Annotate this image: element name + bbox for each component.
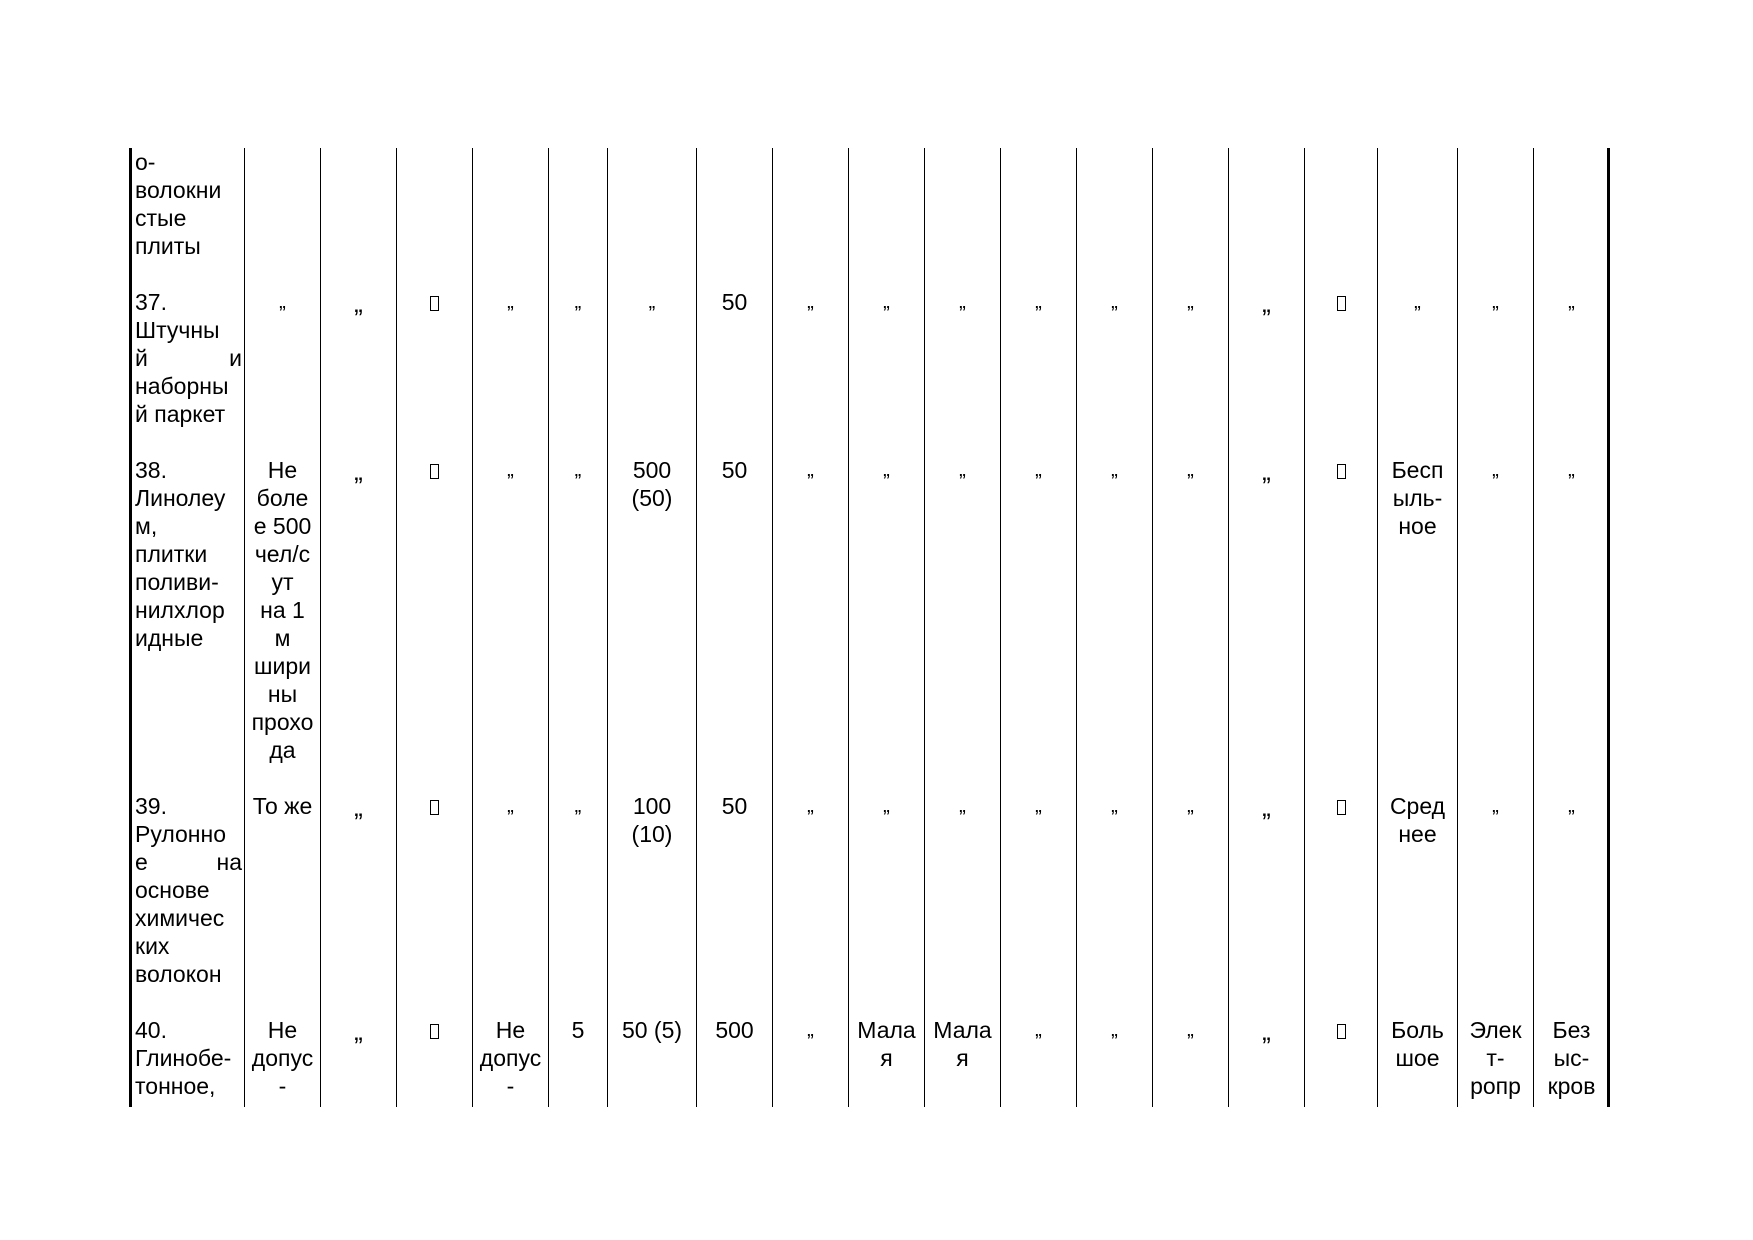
cell-line: „ [507, 795, 514, 817]
cell-line: 100 [632, 793, 672, 819]
cell-line: „ [1568, 795, 1575, 817]
cell-line: Не [267, 1017, 298, 1043]
cell-r40-c5 [475, 1016, 546, 1100]
cell-r40-c13 [1079, 1016, 1150, 1044]
cell-line: „ [1111, 1019, 1118, 1041]
cell-r40-c19 [1536, 1016, 1607, 1100]
cell-line: я [956, 1045, 969, 1071]
cell-r37-c4 [399, 288, 470, 316]
cell-r40-c11 [927, 1016, 998, 1072]
column-rule-5 [548, 148, 549, 1107]
cell-line: „ [354, 792, 363, 822]
cell-line: 500 [715, 1017, 754, 1043]
cell-r38-c3 [323, 456, 394, 486]
cell-line: „ [574, 795, 582, 817]
cell-r39-c8 [699, 792, 770, 820]
cell-r39-c3 [323, 792, 394, 822]
cell-line: Глинобе- [135, 1045, 232, 1071]
cell-r38-c14 [1155, 456, 1226, 484]
cell-line: Мала [933, 1017, 992, 1043]
cell-r38-c12 [1003, 456, 1074, 484]
cell-line: „ [279, 291, 286, 313]
cell-line: „ [507, 459, 514, 481]
cell-line: да [269, 737, 296, 763]
cell-line: „ [1262, 456, 1271, 486]
cell-line: Бесп [1391, 457, 1444, 483]
cell-line: стые [135, 205, 187, 231]
cell-line: 38. [135, 457, 167, 483]
cell-line: „ [1492, 459, 1499, 481]
column-rule-12 [1076, 148, 1077, 1107]
cell-r38-c8 [699, 456, 770, 484]
column-rule-0 [129, 148, 132, 1107]
cell-line: „ [648, 291, 656, 313]
cell-line: „ [574, 291, 582, 313]
cell-r38-c16 [1307, 456, 1375, 484]
cell-r39-c10 [851, 792, 922, 820]
cell-line: „ [1262, 792, 1271, 822]
cell-r40-c14 [1155, 1016, 1226, 1044]
cell-r38-c17 [1380, 456, 1455, 540]
cell-line: о- [135, 149, 156, 175]
cell-line: ное [1398, 513, 1437, 539]
cell-line: „ [959, 795, 966, 817]
cell-line: на 1 [260, 597, 305, 623]
cell-line: „ [959, 459, 966, 481]
cell-line: „ [807, 795, 814, 817]
missing-glyph-icon [1337, 464, 1346, 479]
cell-line: „ [354, 456, 363, 486]
cell-line: „ [807, 459, 814, 481]
cell-r38-c19 [1536, 456, 1607, 484]
cell-r39-c12 [1003, 792, 1074, 820]
column-rule-19 [1607, 148, 1610, 1107]
cell-line: Мала [857, 1017, 916, 1043]
cell-line: волокон [135, 961, 222, 987]
cell-r40-c15 [1231, 1016, 1302, 1046]
cell-r37-c7 [610, 288, 694, 316]
cell-r38-c10 [851, 456, 922, 484]
column-rule-13 [1152, 148, 1153, 1107]
column-rule-11 [1000, 148, 1001, 1107]
column-rule-17 [1457, 148, 1458, 1107]
cell-line: прохо [251, 709, 314, 735]
column-rule-3 [396, 148, 397, 1107]
cell-line: „ [1035, 795, 1042, 817]
cell-line: Рулонно [135, 821, 227, 847]
column-rule-10 [924, 148, 925, 1107]
cell-r40-c8 [699, 1016, 770, 1044]
cell-line: „ [1035, 291, 1042, 313]
cell-line: - [506, 1073, 515, 1099]
cell-line: „ [807, 291, 814, 313]
cell-r38-c7 [610, 456, 694, 512]
cell-line: Штучны [135, 317, 220, 343]
cell-line: ыль- [1392, 485, 1443, 511]
cell-r39-c17 [1380, 792, 1455, 848]
cell-r38-c15 [1231, 456, 1302, 486]
cell-r37-c15 [1231, 288, 1302, 318]
cell-line: м [274, 625, 291, 651]
cell-r37-c19 [1536, 288, 1607, 316]
cell-r40-c7 [610, 1016, 694, 1044]
cell-line: нее [1398, 821, 1437, 847]
cell-line: тонное, [135, 1073, 216, 1099]
column-rule-7 [696, 148, 697, 1107]
cell-r40-c9 [775, 1016, 846, 1044]
cell-line: наборны [135, 373, 229, 399]
missing-glyph-icon [1337, 800, 1346, 815]
column-rule-9 [848, 148, 849, 1107]
cell-r40-c3 [323, 1016, 394, 1046]
cell-r39-c7 [610, 792, 694, 848]
cell-r37-c11 [927, 288, 998, 316]
cell-line: „ [1035, 1019, 1042, 1041]
cell-line: „ [1187, 795, 1194, 817]
cell-r38-c2 [247, 456, 318, 764]
cell-line: Элек [1469, 1017, 1522, 1043]
column-rule-2 [320, 148, 321, 1107]
cell-line: „ [1111, 459, 1118, 481]
cell-r37-c3 [323, 288, 394, 318]
cell-r40-c16 [1307, 1016, 1375, 1044]
missing-glyph-icon [430, 464, 439, 479]
cell-line: „ [1111, 291, 1118, 313]
cell-line: ропр [1470, 1073, 1521, 1099]
cell-line: 37. [135, 289, 167, 315]
cell-line: (10) [631, 821, 673, 847]
cell-line: е на [135, 849, 242, 875]
column-rule-8 [772, 148, 773, 1107]
missing-glyph-icon [430, 296, 439, 311]
cell-r38-c11 [927, 456, 998, 484]
cell-line: кров [1547, 1073, 1596, 1099]
cell-line: Боль [1391, 1017, 1444, 1043]
cell-r40-c12 [1003, 1016, 1074, 1044]
cell-line: „ [1111, 795, 1118, 817]
cell-line: боле [256, 485, 309, 511]
cell-line: „ [507, 291, 514, 313]
cell-line: ыс- [1553, 1045, 1590, 1071]
cell-r40-c1 [135, 1016, 242, 1100]
cell-r36-c1 [135, 148, 242, 260]
cell-line: „ [883, 459, 890, 481]
cell-line: ких [135, 933, 170, 959]
cell-line: „ [807, 1019, 814, 1041]
cell-r37-c12 [1003, 288, 1074, 316]
cell-line: волокни [135, 177, 222, 203]
column-rule-18 [1533, 148, 1534, 1107]
cell-r37-c8 [699, 288, 770, 316]
cell-line: 50 [721, 457, 748, 483]
column-rule-6 [607, 148, 608, 1107]
cell-line: 50 [721, 289, 748, 315]
cell-line: То же [252, 793, 313, 819]
cell-line: Не [267, 457, 298, 483]
cell-line: Без [1552, 1017, 1591, 1043]
cell-line: 40. [135, 1017, 167, 1043]
cell-r38-c4 [399, 456, 470, 484]
cell-r40-c10 [851, 1016, 922, 1072]
cell-line: я [880, 1045, 893, 1071]
cell-line: е 500 [253, 513, 312, 539]
missing-glyph-icon [430, 1024, 439, 1039]
cell-line: 50 (5) [621, 1017, 683, 1043]
cell-r37-c6 [551, 288, 605, 316]
cell-r39-c18 [1460, 792, 1531, 820]
cell-line: „ [883, 291, 890, 313]
cell-line: ны [267, 681, 298, 707]
cell-line: „ [883, 795, 890, 817]
cell-r37-c5 [475, 288, 546, 316]
cell-r39-c4 [399, 792, 470, 820]
cell-line: 500 [632, 457, 672, 483]
cell-line: шири [254, 653, 311, 679]
cell-r39-c16 [1307, 792, 1375, 820]
cell-r38-c1 [135, 456, 242, 652]
cell-r37-c16 [1307, 288, 1375, 316]
cell-r39-c2 [247, 792, 318, 820]
cell-r38-c6 [551, 456, 605, 484]
cell-line: м, [135, 513, 158, 539]
cell-line: „ [354, 1016, 363, 1046]
cell-r38-c5 [475, 456, 546, 484]
cell-r38-c18 [1460, 456, 1531, 484]
cell-line: основе [135, 877, 210, 903]
cell-r39-c13 [1079, 792, 1150, 820]
cell-r39-c5 [475, 792, 546, 820]
cell-r37-c10 [851, 288, 922, 316]
cell-line: „ [1187, 459, 1194, 481]
cell-r37-c13 [1079, 288, 1150, 316]
cell-line: химичес [135, 905, 225, 931]
column-rule-4 [472, 148, 473, 1107]
cell-line: „ [1492, 795, 1499, 817]
cell-line: „ [1187, 291, 1194, 313]
cell-r37-c17 [1380, 288, 1455, 316]
cell-line: (50) [631, 485, 673, 511]
cell-line: допус [479, 1045, 542, 1071]
cell-line: нилхлор [135, 597, 225, 623]
cell-line: й паркет [135, 401, 226, 427]
cell-line: ут [271, 569, 294, 595]
cell-r37-c1 [135, 288, 242, 428]
missing-glyph-icon [1337, 296, 1346, 311]
cell-line: 39. [135, 793, 167, 819]
cell-r39-c14 [1155, 792, 1226, 820]
column-rule-14 [1228, 148, 1229, 1107]
cell-r39-c1 [135, 792, 242, 988]
cell-line: „ [1414, 291, 1421, 313]
column-rule-15 [1304, 148, 1305, 1107]
cell-r39-c9 [775, 792, 846, 820]
cell-r38-c13 [1079, 456, 1150, 484]
cell-line: „ [1035, 459, 1042, 481]
cell-r39-c19 [1536, 792, 1607, 820]
cell-line: чел/с [254, 541, 311, 567]
cell-line: плитки [135, 541, 208, 567]
cell-line: плиты [135, 233, 201, 259]
cell-line: „ [354, 288, 363, 318]
cell-r38-c9 [775, 456, 846, 484]
cell-line: 5 [571, 1017, 585, 1043]
cell-r40-c4 [399, 1016, 470, 1044]
cell-line: Не [495, 1017, 526, 1043]
cell-r40-c6 [551, 1016, 605, 1044]
cell-line: „ [959, 291, 966, 313]
cell-r39-c11 [927, 792, 998, 820]
cell-line: идные [135, 625, 204, 651]
cell-line: т- [1486, 1045, 1505, 1071]
cell-line: поливи- [135, 569, 219, 595]
missing-glyph-icon [430, 800, 439, 815]
table-fragment [129, 148, 1610, 1107]
cell-line: „ [1187, 1019, 1194, 1041]
cell-r40-c2 [247, 1016, 318, 1100]
cell-r37-c9 [775, 288, 846, 316]
cell-line: „ [1568, 459, 1575, 481]
cell-r39-c15 [1231, 792, 1302, 822]
cell-line: допус [251, 1045, 314, 1071]
cell-line: 50 [721, 793, 748, 819]
cell-line: „ [1262, 1016, 1271, 1046]
cell-r40-c18 [1460, 1016, 1531, 1100]
cell-line: й и [135, 345, 242, 371]
cell-line: „ [574, 459, 582, 481]
cell-line: „ [1568, 291, 1575, 313]
column-rule-1 [244, 148, 245, 1107]
cell-r39-c6 [551, 792, 605, 820]
cell-r40-c17 [1380, 1016, 1455, 1072]
cell-line: Сред [1389, 793, 1446, 819]
cell-line: „ [1492, 291, 1499, 313]
cell-line: шое [1395, 1045, 1440, 1071]
missing-glyph-icon [1337, 1024, 1346, 1039]
cell-line: - [278, 1073, 287, 1099]
cell-r37-c18 [1460, 288, 1531, 316]
column-rule-16 [1377, 148, 1378, 1107]
cell-line: Линолеу [135, 485, 226, 511]
cell-r37-c14 [1155, 288, 1226, 316]
cell-r37-c2 [247, 288, 318, 316]
cell-line: „ [1262, 288, 1271, 318]
